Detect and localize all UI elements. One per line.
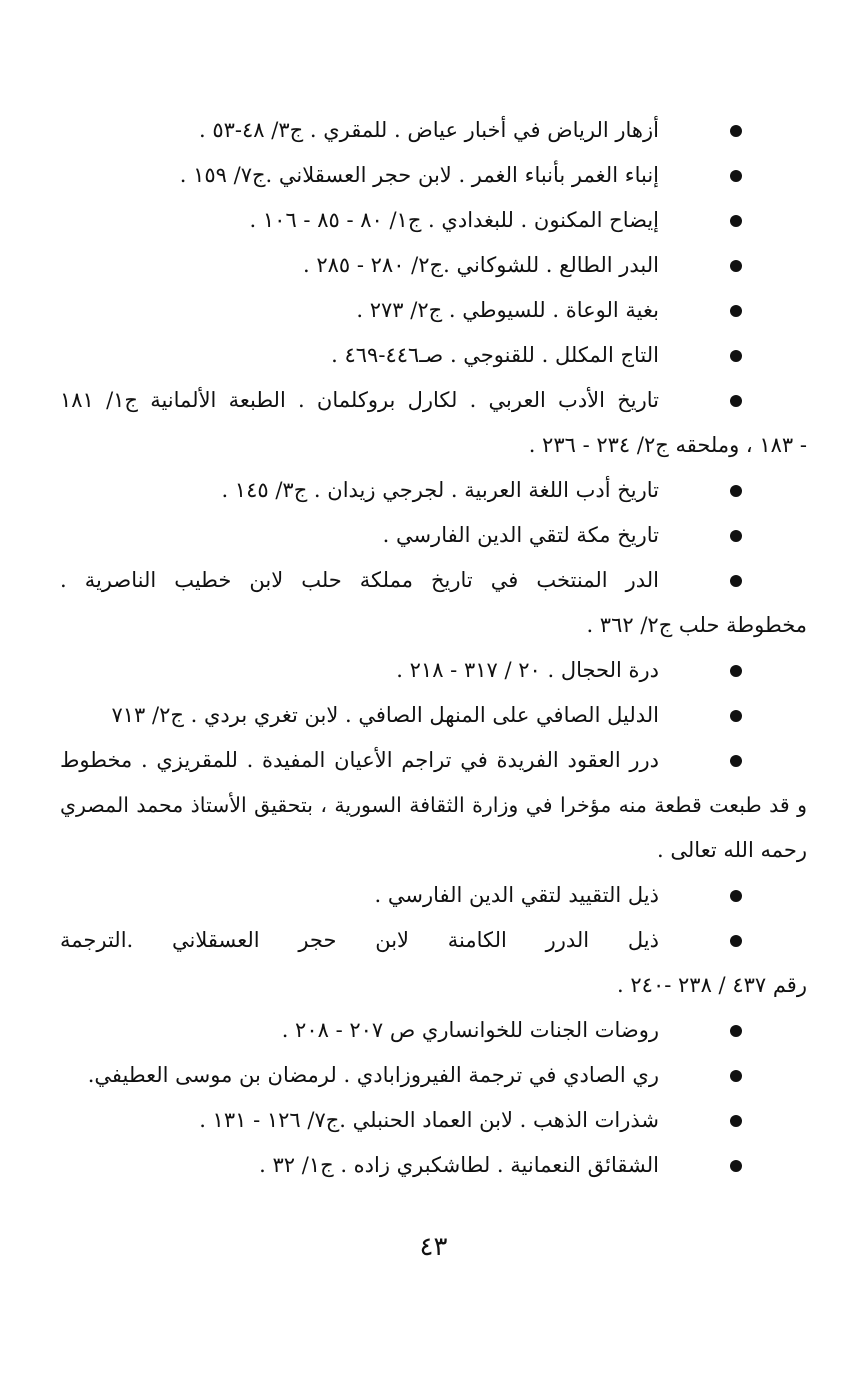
reference-entry xyxy=(60,558,807,603)
reference-text: شذرات الذهب . لابن العماد الحنبلي .ج٧/ ١٢٦ - ١٣١ . xyxy=(199,1108,659,1132)
bullet-icon xyxy=(730,755,742,767)
bullet-icon xyxy=(730,395,742,407)
reference-text: أزهار الرياض في أخبار عياض . للمقري . ج٣/ ٤٨-٥٣ . xyxy=(198,118,659,142)
reference-entry xyxy=(60,198,807,243)
page-number: ٤٣ xyxy=(419,1232,448,1262)
reference-text: إنباء الغمر بأنباء الغمر . لابن حجر العسقلاني .ج٧/ ١٥٩ . xyxy=(179,163,659,187)
reference-text: الدر المنتخب في تاريخ مملكة حلب لابن خطيب الناصرية . xyxy=(60,568,659,592)
reference-entry xyxy=(60,243,807,288)
reference-entry xyxy=(60,468,807,513)
reference-entry xyxy=(60,1143,807,1188)
reference-text: درة الحجال . ٢٠ / ٣١٧ - ٢١٨ . xyxy=(396,658,659,682)
bullet-icon xyxy=(730,710,742,722)
reference-continuation: رحمه الله تعالى . xyxy=(657,838,807,862)
reference-entry xyxy=(60,738,807,783)
reference-entry xyxy=(60,108,807,153)
reference-text: الدليل الصافي على المنهل الصافي . لابن تغري بردي . ج٢/ ٧١٣ xyxy=(111,703,659,727)
reference-entry xyxy=(60,1008,807,1053)
bullet-icon xyxy=(730,350,742,362)
reference-entry xyxy=(60,1098,807,1143)
reference-text: الشقائق النعمانية . لطاشكبري زاده . ج١/ ٣٢ . xyxy=(259,1153,659,1177)
bullet-icon xyxy=(730,665,742,677)
reference-text: ري الصادي في ترجمة الفيروزابادي . لرمضان بن موسى العطيفي. xyxy=(87,1063,659,1087)
bullet-icon xyxy=(730,170,742,182)
bullet-icon xyxy=(730,890,742,902)
reference-entry xyxy=(60,513,807,558)
bullet-icon xyxy=(730,1025,742,1037)
bullet-icon xyxy=(730,305,742,317)
bullet-icon xyxy=(730,1160,742,1172)
reference-entry xyxy=(60,333,807,378)
bullet-icon xyxy=(730,215,742,227)
reference-text: إيضاح المكنون . للبغدادي . ج١/ ٨٠ - ٨٥ - ١٠٦ . xyxy=(249,208,659,232)
bullet-icon xyxy=(730,530,742,542)
reference-text: روضات الجنات للخوانساري ص ٢٠٧ - ٢٠٨ . xyxy=(281,1018,659,1042)
reference-text: ذيل الدرر الكامنة لابن حجر العسقلاني .الترجمة xyxy=(60,928,659,952)
reference-continuation: رقم ٤٣٧ / ٢٣٨ -٢٤٠ . xyxy=(617,973,807,997)
reference-text: تاريخ الأدب العربي . لكارل بروكلمان . الطبعة الألمانية ج١/ ١٨١ xyxy=(60,388,659,412)
reference-entry xyxy=(60,648,807,693)
reference-entry xyxy=(60,378,807,423)
bullet-icon xyxy=(730,1070,742,1082)
reference-text: بغية الوعاة . للسيوطي . ج٢/ ٢٧٣ . xyxy=(356,298,659,322)
bullet-icon xyxy=(730,935,742,947)
bullet-icon xyxy=(730,260,742,272)
bullet-icon xyxy=(730,125,742,137)
reference-entry xyxy=(60,288,807,333)
reference-text: ذيل التقييد لتقي الدين الفارسي . xyxy=(374,883,659,907)
reference-text: تاريخ مكة لتقي الدين الفارسي . xyxy=(382,523,659,547)
bullet-icon xyxy=(730,1115,742,1127)
reference-text: تاريخ أدب اللغة العربية . لجرجي زيدان . ج٣/ ١٤٥ . xyxy=(221,478,659,502)
reference-entry xyxy=(60,153,807,198)
reference-entry xyxy=(60,693,807,738)
bullet-icon xyxy=(730,575,742,587)
reference-entry xyxy=(60,918,807,963)
reference-text: درر العقود الفريدة في تراجم الأعيان المفيدة . للمقريزي . مخطوط xyxy=(60,748,659,772)
reference-continuation: و قد طبعت قطعة منه مؤخرا في وزارة الثقافة السورية ، بتحقيق الأستاذ محمد المصري xyxy=(60,793,807,817)
reference-continuation: - ١٨٣ ، وملحقه ج٢/ ٢٣٤ - ٢٣٦ . xyxy=(528,433,807,457)
reference-entry xyxy=(60,873,807,918)
reference-entry xyxy=(60,1053,807,1098)
reference-continuation: مخطوطة حلب ج٢/ ٣٦٢ . xyxy=(586,613,807,637)
bullet-icon xyxy=(730,485,742,497)
reference-text: البدر الطالع . للشوكاني .ج٢/ ٢٨٠ - ٢٨٥ . xyxy=(303,253,659,277)
references-list xyxy=(60,108,807,1188)
reference-text: التاج المكلل . للقنوجي . صـ٤٤٦-٤٦٩ . xyxy=(331,343,659,367)
